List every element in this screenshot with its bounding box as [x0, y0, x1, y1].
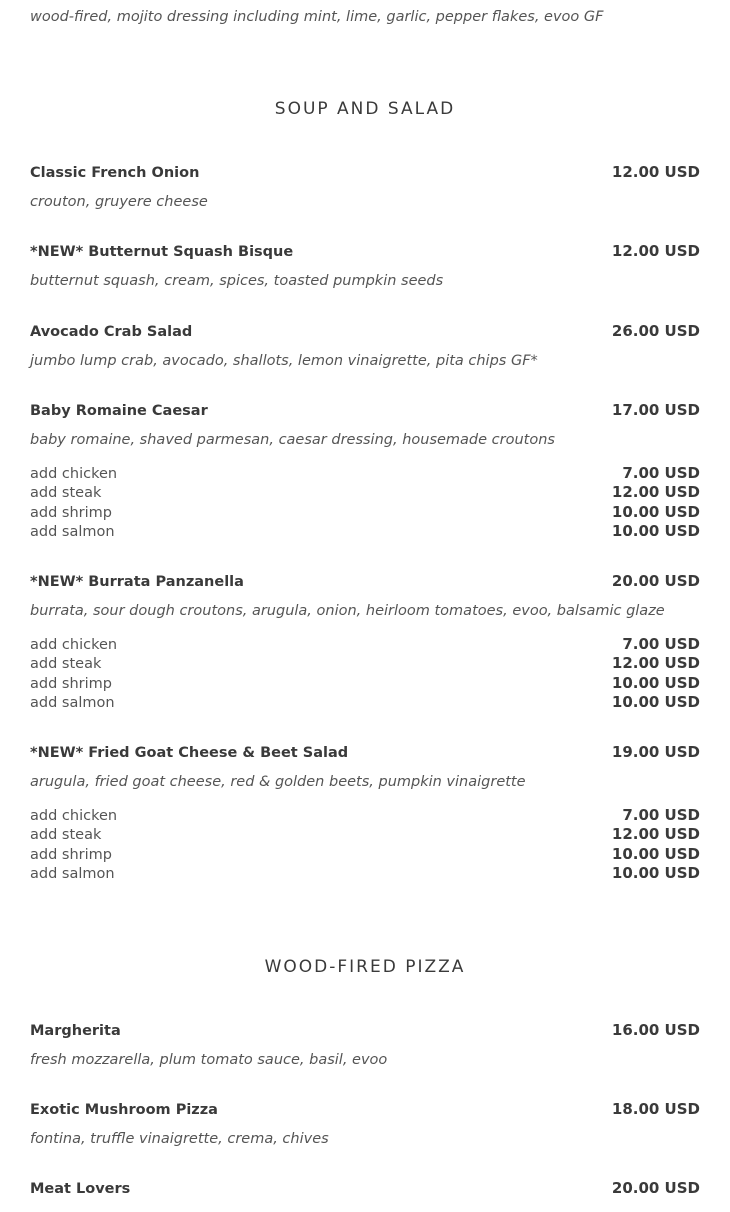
addon-row: [30, 845, 700, 864]
item-price: 12.00 USD: [611, 242, 700, 260]
item-description: baby romaine, shaved parmesan, caesar dressing, housemade croutons: [30, 432, 555, 448]
item-description: burrata, sour dough croutons, arugula, onion, heirloom tomatoes, evoo, balsamic glaze: [30, 603, 665, 619]
item-description: crouton, gruyere cheese: [30, 194, 208, 210]
addon-price: 7.00 USD: [622, 635, 700, 653]
addon-row: [30, 483, 700, 502]
item-price: 20.00 USD: [611, 1179, 700, 1197]
addon-list: [30, 635, 700, 712]
menu-item-margherita: [30, 1021, 700, 1068]
addon-price: 12.00 USD: [611, 825, 700, 844]
section-title-soup-and-salad: SOUP AND SALAD: [274, 99, 456, 119]
addon-name: add steak: [30, 485, 102, 502]
menu-item-fried-goat-cheese-beet-salad: [30, 743, 700, 883]
item-name: *NEW* Butternut Squash Bisque: [30, 244, 294, 260]
item-name: Avocado Crab Salad: [30, 324, 193, 340]
item-name: *NEW* Burrata Panzanella: [30, 574, 244, 590]
menu-item-butternut-squash-bisque: [30, 242, 700, 289]
item-name: Meat Lovers: [30, 1181, 131, 1197]
addon-name: add chicken: [30, 466, 118, 482]
addon-name: add steak: [30, 656, 102, 673]
addon-row: [30, 864, 700, 883]
addon-price: 12.00 USD: [611, 483, 700, 502]
menu-item-burrata-panzanella: [30, 572, 700, 712]
addon-list: [30, 806, 700, 883]
addon-name: add salmon: [30, 694, 115, 711]
addon-price: 10.00 USD: [611, 863, 700, 882]
item-price: 18.00 USD: [611, 1100, 700, 1118]
item-description: wood-fired, mojito dressing including mint, lime, garlic, pepper flakes, evoo GF: [30, 9, 604, 25]
item-description: fresh mozzarella, plum tomato sauce, basil, evoo: [30, 1052, 388, 1068]
menu-item-avocado-crab-salad: [30, 322, 700, 369]
addon-price: 7.00 USD: [622, 464, 700, 482]
addon-row: [30, 674, 700, 693]
item-price: 16.00 USD: [611, 1021, 700, 1039]
addon-row: [30, 522, 700, 541]
item-name: Margherita: [30, 1023, 121, 1039]
menu-item-meat-lovers: [30, 1179, 700, 1199]
addon-row: [30, 693, 700, 712]
addon-name: add chicken: [30, 808, 118, 824]
item-name: Classic French Onion: [30, 165, 200, 181]
item-price: 20.00 USD: [611, 572, 700, 590]
item-name: Exotic Mushroom Pizza: [30, 1102, 218, 1118]
addon-row: [30, 825, 700, 844]
addon-price: 10.00 USD: [611, 692, 700, 711]
addon-name: add salmon: [30, 523, 115, 540]
item-description: jumbo lump crab, avocado, shallots, lemon vinaigrette, pita chips GF*: [30, 353, 538, 369]
section-title-wood-fired-pizza: WOOD-FIRED PIZZA: [264, 957, 466, 977]
item-price: 26.00 USD: [611, 322, 700, 340]
addon-row: [30, 654, 700, 673]
addon-row: [30, 464, 700, 483]
addon-name: add shrimp: [30, 504, 112, 521]
addon-price: 10.00 USD: [611, 673, 700, 692]
item-price: 19.00 USD: [611, 743, 700, 761]
addon-name: add shrimp: [30, 846, 112, 863]
addon-price: 10.00 USD: [611, 502, 700, 521]
item-description: arugula, fried goat cheese, red & golden beets, pumpkin vinaigrette: [30, 774, 526, 790]
item-name: *NEW* Fried Goat Cheese & Beet Salad: [30, 745, 349, 761]
addon-name: add chicken: [30, 637, 118, 653]
item-description: fontina, truffle vinaigrette, crema, chives: [30, 1131, 329, 1147]
addon-list: [30, 464, 700, 541]
item-name: Baby Romaine Caesar: [30, 403, 208, 419]
menu-item-classic-french-onion: [30, 163, 700, 210]
item-price: 17.00 USD: [611, 401, 700, 419]
addon-row: [30, 635, 700, 654]
addon-price: 7.00 USD: [622, 806, 700, 824]
item-price: 12.00 USD: [611, 163, 700, 181]
addon-row: [30, 806, 700, 825]
addon-name: add shrimp: [30, 675, 112, 692]
item-description: butternut squash, cream, spices, toasted pumpkin seeds: [30, 273, 444, 289]
addon-name: add salmon: [30, 865, 115, 882]
menu-item-baby-romaine-caesar: [30, 401, 700, 541]
addon-price: 10.00 USD: [611, 844, 700, 863]
addon-price: 12.00 USD: [611, 654, 700, 673]
addon-price: 10.00 USD: [611, 521, 700, 540]
menu-item-exotic-mushroom-pizza: [30, 1100, 700, 1147]
addon-row: [30, 503, 700, 522]
addon-name: add steak: [30, 827, 102, 844]
